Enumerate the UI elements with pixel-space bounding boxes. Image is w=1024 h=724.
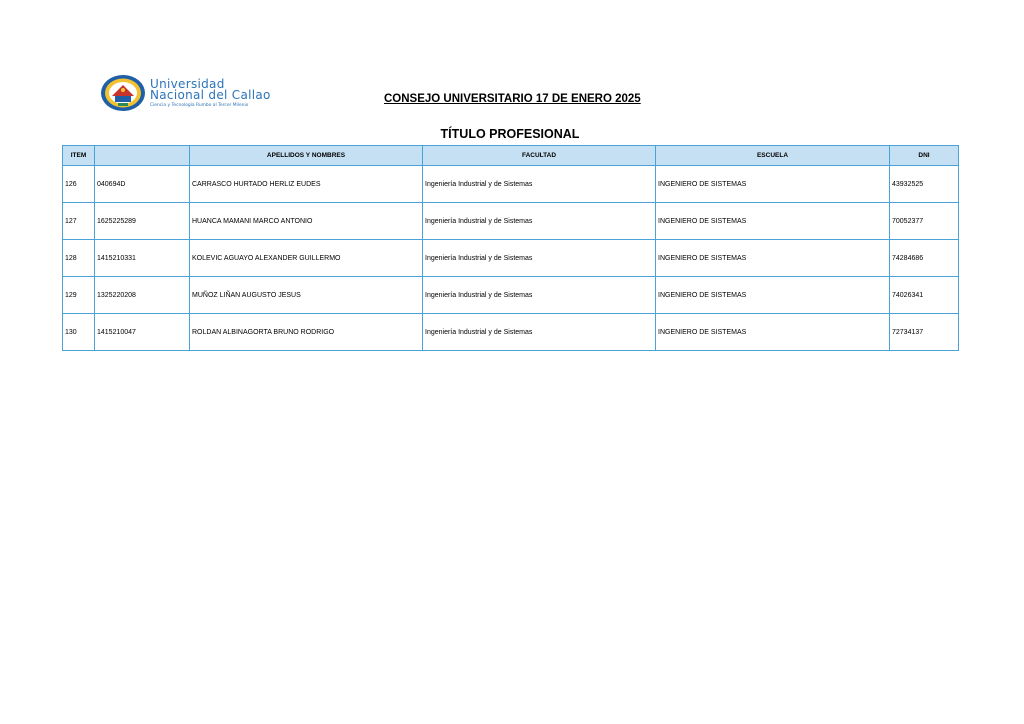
- school-cell: INGENIERO DE SISTEMAS: [656, 240, 890, 277]
- logo-line-1: Universidad: [150, 77, 225, 91]
- column-header-faculty: FACULTAD: [423, 146, 656, 166]
- code-cell: 1625225289: [95, 203, 190, 240]
- table-row: [63, 314, 959, 351]
- name-cell: HUANCA MAMANI MARCO ANTONIO: [190, 203, 423, 240]
- university-logo: [100, 74, 300, 112]
- item-cell: 129: [63, 277, 95, 314]
- faculty-cell: Ingeniería Industrial y de Sistemas: [423, 277, 656, 314]
- logo-line-2: Nacional del Callao: [150, 88, 271, 102]
- dni-cell: 70052377: [890, 203, 959, 240]
- logo-text: [150, 79, 271, 108]
- column-header-school: ESCUELA: [656, 146, 890, 166]
- school-cell: INGENIERO DE SISTEMAS: [656, 277, 890, 314]
- code-cell: 1415210331: [95, 240, 190, 277]
- faculty-cell: Ingeniería Industrial y de Sistemas: [423, 203, 656, 240]
- university-seal-icon: [100, 74, 146, 112]
- dni-cell: 43932525: [890, 166, 959, 203]
- table-header-row: [63, 146, 959, 166]
- table-row: [63, 277, 959, 314]
- logo-tagline: Ciencia y Tecnología Rumbo al Tercer Milenio: [150, 103, 249, 108]
- code-cell: 040694D: [95, 166, 190, 203]
- dni-cell: 74284686: [890, 240, 959, 277]
- faculty-cell: Ingeniería Industrial y de Sistemas: [423, 314, 656, 351]
- table-row: [63, 240, 959, 277]
- council-title: CONSEJO UNIVERSITARIO 17 DE ENERO 2025: [384, 93, 641, 105]
- faculty-cell: Ingeniería Industrial y de Sistemas: [423, 166, 656, 203]
- name-cell: CARRASCO HURTADO HERLIZ EUDES: [190, 166, 423, 203]
- section-title: TÍTULO PROFESIONAL: [440, 127, 580, 141]
- column-header-name: APELLIDOS Y NOMBRES: [190, 146, 423, 166]
- item-cell: 126: [63, 166, 95, 203]
- code-cell: 1325220208: [95, 277, 190, 314]
- column-header-dni: DNI: [890, 146, 959, 166]
- name-cell: MUÑOZ LIÑAN AUGUSTO JESUS: [190, 277, 423, 314]
- school-cell: INGENIERO DE SISTEMAS: [656, 166, 890, 203]
- name-cell: ROLDAN ALBINAGORTA BRUNO RODRIGO: [190, 314, 423, 351]
- name-cell: KOLEVIC AGUAYO ALEXANDER GUILLERMO: [190, 240, 423, 277]
- code-cell: 1415210047: [95, 314, 190, 351]
- column-header-item: ITEM: [63, 146, 95, 166]
- faculty-cell: Ingeniería Industrial y de Sistemas: [423, 240, 656, 277]
- school-cell: INGENIERO DE SISTEMAS: [656, 314, 890, 351]
- item-cell: 127: [63, 203, 95, 240]
- dni-cell: 74026341: [890, 277, 959, 314]
- school-cell: INGENIERO DE SISTEMAS: [656, 203, 890, 240]
- table-row: [63, 166, 959, 203]
- table-row: [63, 203, 959, 240]
- dni-cell: 72734137: [890, 314, 959, 351]
- graduates-table: [62, 145, 959, 351]
- item-cell: 128: [63, 240, 95, 277]
- column-header-code: [95, 146, 190, 166]
- item-cell: 130: [63, 314, 95, 351]
